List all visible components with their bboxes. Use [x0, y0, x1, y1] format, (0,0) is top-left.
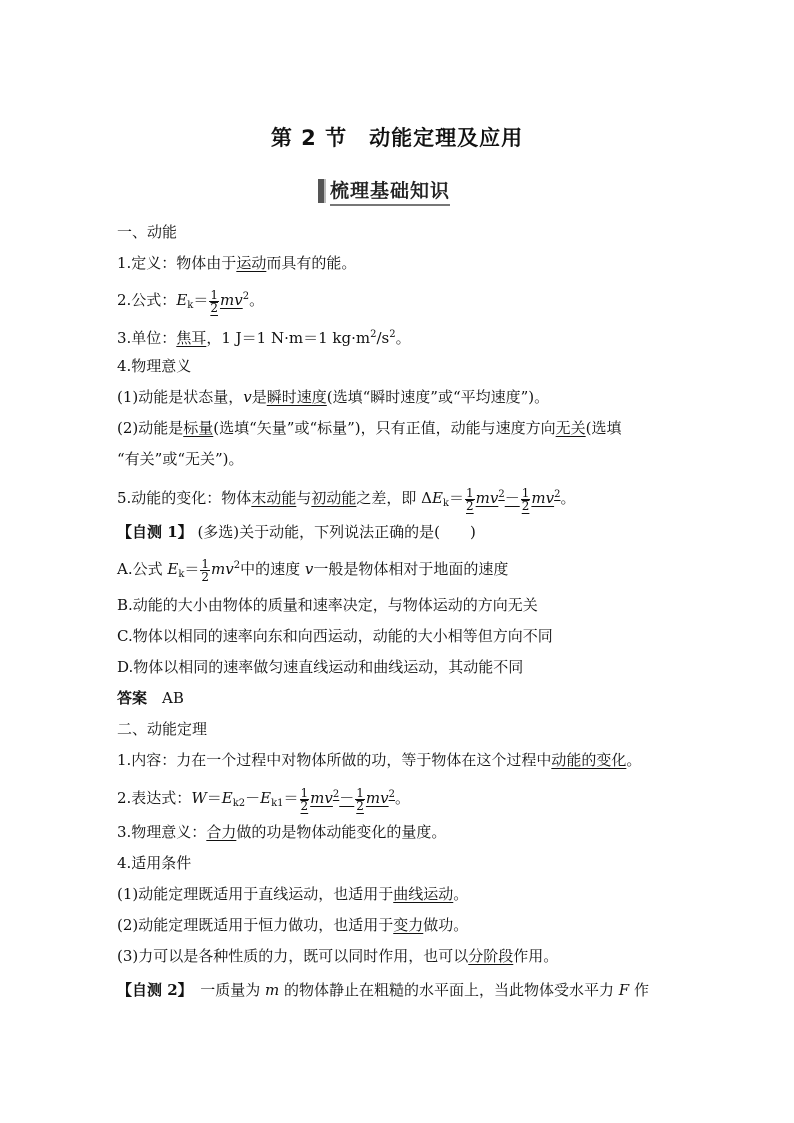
banner-bar-icon: [318, 179, 324, 203]
answer-blank: mv: [219, 291, 243, 309]
answer-value: AB: [162, 689, 184, 707]
content-line: 1.内容：力在一个过程中对物体所做的功，等于物体在这个过程中动能的变化。: [117, 751, 642, 769]
option-b: B.动能的大小由物体的质量和速率决定，与物体运动的方向无关: [117, 596, 538, 614]
formula-line: 2.公式：$E_k=$ $\frac{1}{2}$ $mv^2$。: [117, 287, 265, 315]
condition-1: (1)动能定理既适用于直线运动，也适用于曲线运动。: [117, 885, 469, 903]
self-test-2-stem: 【自测 2】 一质量为 m 的物体静止在粗糙的水平面上，当此物体受水平力 F 作: [117, 981, 649, 999]
condition-2: (2)动能定理既适用于恒力做功，也适用于变力做功。: [117, 916, 469, 934]
fraction: $\frac{1}{2}$: [201, 556, 210, 584]
answer-blank: 动能的变化: [551, 751, 627, 769]
meaning-line-1: (1)动能是状态量，v是瞬时速度(选填“瞬时速度”或“平均速度”)。: [117, 388, 550, 406]
option-d: D.物体以相同的速率做匀速直线运动和曲线运动，其动能不同: [117, 658, 524, 676]
fraction: $\frac{1}{2}$: [300, 785, 309, 813]
meaning-line-2: (2)动能是标量(选填“矢量”或“标量”)，只有正值，动能与速度方向无关(选填: [117, 419, 622, 437]
answer-blank: 运动: [236, 254, 267, 272]
answer-blank: 分阶段: [468, 947, 514, 965]
answer-label: 答案: [117, 689, 148, 707]
condition-3: (3)力可以是各种性质的力，既可以同时作用，也可以分阶段作用。: [117, 947, 559, 965]
heading-work-energy-theorem: 二、动能定理: [117, 720, 208, 738]
answer-line: [117, 688, 687, 708]
definition-line: 1.定义：物体由于运动而具有的能。: [117, 254, 357, 272]
meaning-line-2-cont: “有关”或“无关”)。: [117, 450, 244, 468]
physical-meaning-heading: 4.物理意义: [117, 357, 192, 375]
answer-blank: 焦耳: [176, 329, 207, 347]
fraction: $\frac{1}{2}$: [466, 485, 474, 513]
option-c: C.物体以相同的速率向东和向西运动，动能的大小相等但方向不同: [117, 627, 553, 645]
self-test-1-stem: 【自测 1】 (多选)关于动能，下列说法正确的是( ): [117, 523, 476, 541]
banner-text: 梳理基础知识: [330, 176, 450, 206]
physical-meaning-line: 3.物理意义：合力做的功是物体动能变化的量度。: [117, 823, 447, 841]
answer-blank: 末动能: [251, 489, 297, 507]
heading-kinetic-energy: 一、动能: [117, 223, 178, 241]
answer-blank: 变力: [393, 916, 424, 934]
answer-blank: 合力: [206, 823, 237, 841]
answer-blank: 初动能: [311, 489, 357, 507]
conditions-heading: 4.适用条件: [117, 854, 192, 872]
unit-line: 3.单位：焦耳，1 J＝1 N·m＝1 $kg\cdot m^2/s^2$。: [117, 329, 411, 347]
fraction: $\frac{1}{2}$: [210, 287, 218, 315]
change-line: 5.动能的变化：物体末动能与初动能之差，即 $\Delta E_k=$ $\frac{1}{2}$ $mv^2-$ $\frac{1}{2}$ $mv^2$。: [117, 485, 576, 513]
section-title: 第 2 节 动能定理及应用: [270, 126, 524, 150]
section-banner: [318, 178, 476, 204]
expression-line: 2.表达式：$W=E_{k2}-E_{k1}=$ $\frac{1}{2}$ $mv^2-$ $\frac{1}{2}$ $mv^2$。: [117, 785, 410, 813]
answer-blank: 无关: [555, 419, 586, 437]
answer-blank: 标量: [183, 419, 214, 437]
answer-blank: 瞬时速度: [266, 388, 327, 406]
fraction: $\frac{1}{2}$: [521, 485, 530, 513]
answer-blank: 曲线运动: [393, 885, 454, 903]
self-test-label: 【自测 1】: [117, 523, 193, 541]
self-test-label: 【自测 2】: [117, 981, 186, 999]
fraction: $\frac{1}{2}$: [356, 785, 364, 813]
option-a: A.公式 $E_k=$ $\frac{1}{2}$ $mv^2$中的速度 v一般是物体相对于地面的速度: [117, 556, 509, 584]
